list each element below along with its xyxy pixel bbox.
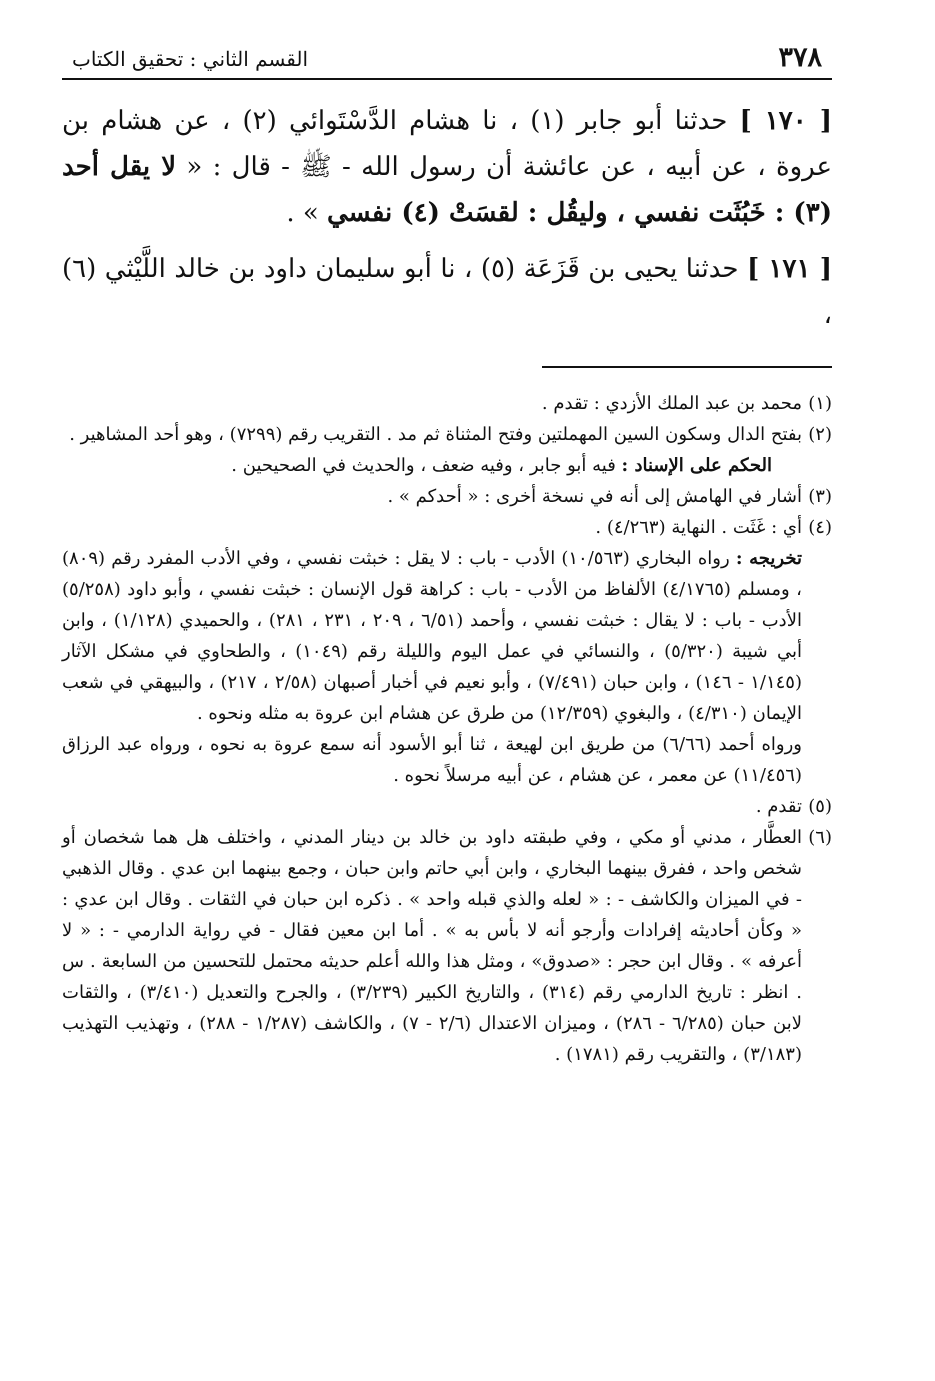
running-header [62, 40, 832, 80]
isnad-ruling-text: فيه أبو جابر ، وفيه ضعف ، والحديث في الصحيحين . [231, 455, 622, 476]
main-text [62, 98, 832, 338]
footnote-number: (٦) [808, 827, 832, 848]
footnote-text: أشار في الهامش إلى أنه في نسخة أخرى : « أحدكم » . [387, 486, 802, 507]
footnote-number: (٢) [808, 424, 832, 445]
footnote-6 [62, 822, 832, 1070]
footnote-number: (٣) [808, 486, 832, 507]
hadith-170 [62, 98, 832, 236]
footnote-number: (٤) [808, 517, 832, 538]
hadith-number: [ ١٧٠ ] [739, 106, 833, 136]
hadith-171 [62, 246, 832, 338]
takhrij-extra-text: ورواه أحمد (٦/٦٦) من طريق ابن لهيعة ، ثنا أبو الأسود أنه سمع عروة به نحوه ، ورواه عبد الرزاق (١١/٤٥٦) عن معمر ، عن هشام ، عن أبيه مرسلاً نحوه . [62, 734, 802, 786]
takhrij-text: رواه البخاري (١٠/٥٦٣) الأدب - باب : لا يقل : خبثت نفسي ، وفي الأدب المفرد رقم (٨٠٩) ، ومسلم (٤/١٧٦٥) الألفاظ من الأدب - باب : كراهة قول الإنسان : خبثت نفسي ، وأبو داود (٥/٢٥٨) الأدب - باب : لا يقال : خبثت نفسي ، وأحمد (٦/٥١ ، ٢٠٩ ، ٢٣١ ، ٢٨١) ، والحميدي (١/١٢٨) ، وابن أبي شيبة (٥/٣٢٠) ، والنسائي في عمل اليوم والليلة رقم (١٠٤٩) ، والطحاوي في مشكل الآثار (١/١٤٥ - ١٤٦) ، وابن حبان (٧/٤٩١) ، وأبو نعيم في أخبار أصبهان (٢/٥٨ ، ٢١٧) ، والبيهقي في شعب الإيمان (٤/٣١٠) ، والبغوي (١٢/٣٥٩) من طرق عن هشام ابن عروة به مثله ونحوه . [62, 548, 802, 724]
footnotes [62, 388, 832, 1070]
footnote-text: تقدم . [755, 796, 802, 817]
footnote-text: بفتح الدال وسكون السين المهملتين وفتح المثناة ثم مد . التقريب رقم (٧٢٩٩) ، وهو أحد المشاهير . [69, 424, 802, 445]
hadith-number: [ ١٧١ ] [746, 254, 832, 284]
hadith-quote-end: » . [286, 198, 328, 228]
page-number: ٣٧٨ [778, 42, 822, 73]
footnote-5 [62, 791, 832, 822]
footnote-3 [62, 481, 832, 512]
hadith-quote: لا يقل أحد (٣) : خَبُثَت نفسي ، وليقُل : لقسَتْ (٤) نفسي [62, 152, 832, 228]
footnote-4 [62, 512, 832, 543]
footnote-text: العطَّار ، مدني أو مكي ، وفي طبقته داود بن خالد بن دينار المدني ، واختلف هل هما شخصان أو شخص واحد ، ففرق بينهما البخاري ، وابن أبي حاتم وابن حبان ، وجمع بينهما ابن عدي . وقال الذهبي - في الميزان والكاشف - : « لعله والذي قبله واحد » . ذكره ابن حبان في الثقات . وقال ابن عدي : « وكأن أحاديثه إفرادات وأرجو أنه لا بأس به » . أما ابن معين فقال - في رواية الدارمي - : « لا أعرفه » . وقال ابن حجر : «صدوق» ، ومثل هذا والله أعلم حديثه محتمل للتحسين من السابعة . س . انظر : تاريخ الدارمي رقم (٣١٤) ، والتاريخ الكبير (٣/٢٣٩) ، والجرح والتعديل (٣/٤١٠) ، والثقات لابن حبان (٦/٢٨٥ - ٢٨٦) ، وميزان الاعتدال (٢/٦ - ٧) ، والكاشف (١/٢٨٧ - ٢٨٨) ، وتهذيب التهذيب (٣/١٨٣) ، والتقريب رقم (١٧٨١) . [62, 827, 802, 1065]
footnote-number: (٥) [808, 796, 832, 817]
takhrij-extra [62, 729, 802, 791]
isnad-ruling [62, 450, 802, 481]
footnote-separator [542, 366, 832, 368]
hadith-text: حدثنا يحيى بن قَزَعَة (٥) ، نا أبو سليمان داود بن خالد اللَّيْثي (٦) ، [62, 254, 832, 330]
section-title: القسم الثاني : تحقيق الكتاب [72, 47, 309, 71]
footnote-number: (١) [808, 393, 832, 414]
isnad-ruling-label: الحكم على الإسناد : [621, 455, 772, 476]
hadith-text-line2: عن أبيه ، عن عائشة أن رسول الله - ﷺ - قال : « [176, 152, 747, 182]
footnote-text: أي : غَثَت . النهاية (٤/٢٦٣) . [595, 517, 802, 538]
takhrij-label: تخريجه : [735, 548, 802, 569]
hadith-text-line1: حدثنا أبو جابر (١) ، نا هشام الدَّسْتَوائي (٢) ، عن هشام بن عروة ، [62, 106, 832, 182]
footnote-text: محمد بن عبد الملك الأزدي : تقدم . [541, 393, 802, 414]
book-page [62, 40, 832, 1070]
footnote-2 [62, 419, 832, 481]
footnote-1 [62, 388, 832, 419]
takhrij-block [62, 543, 802, 729]
